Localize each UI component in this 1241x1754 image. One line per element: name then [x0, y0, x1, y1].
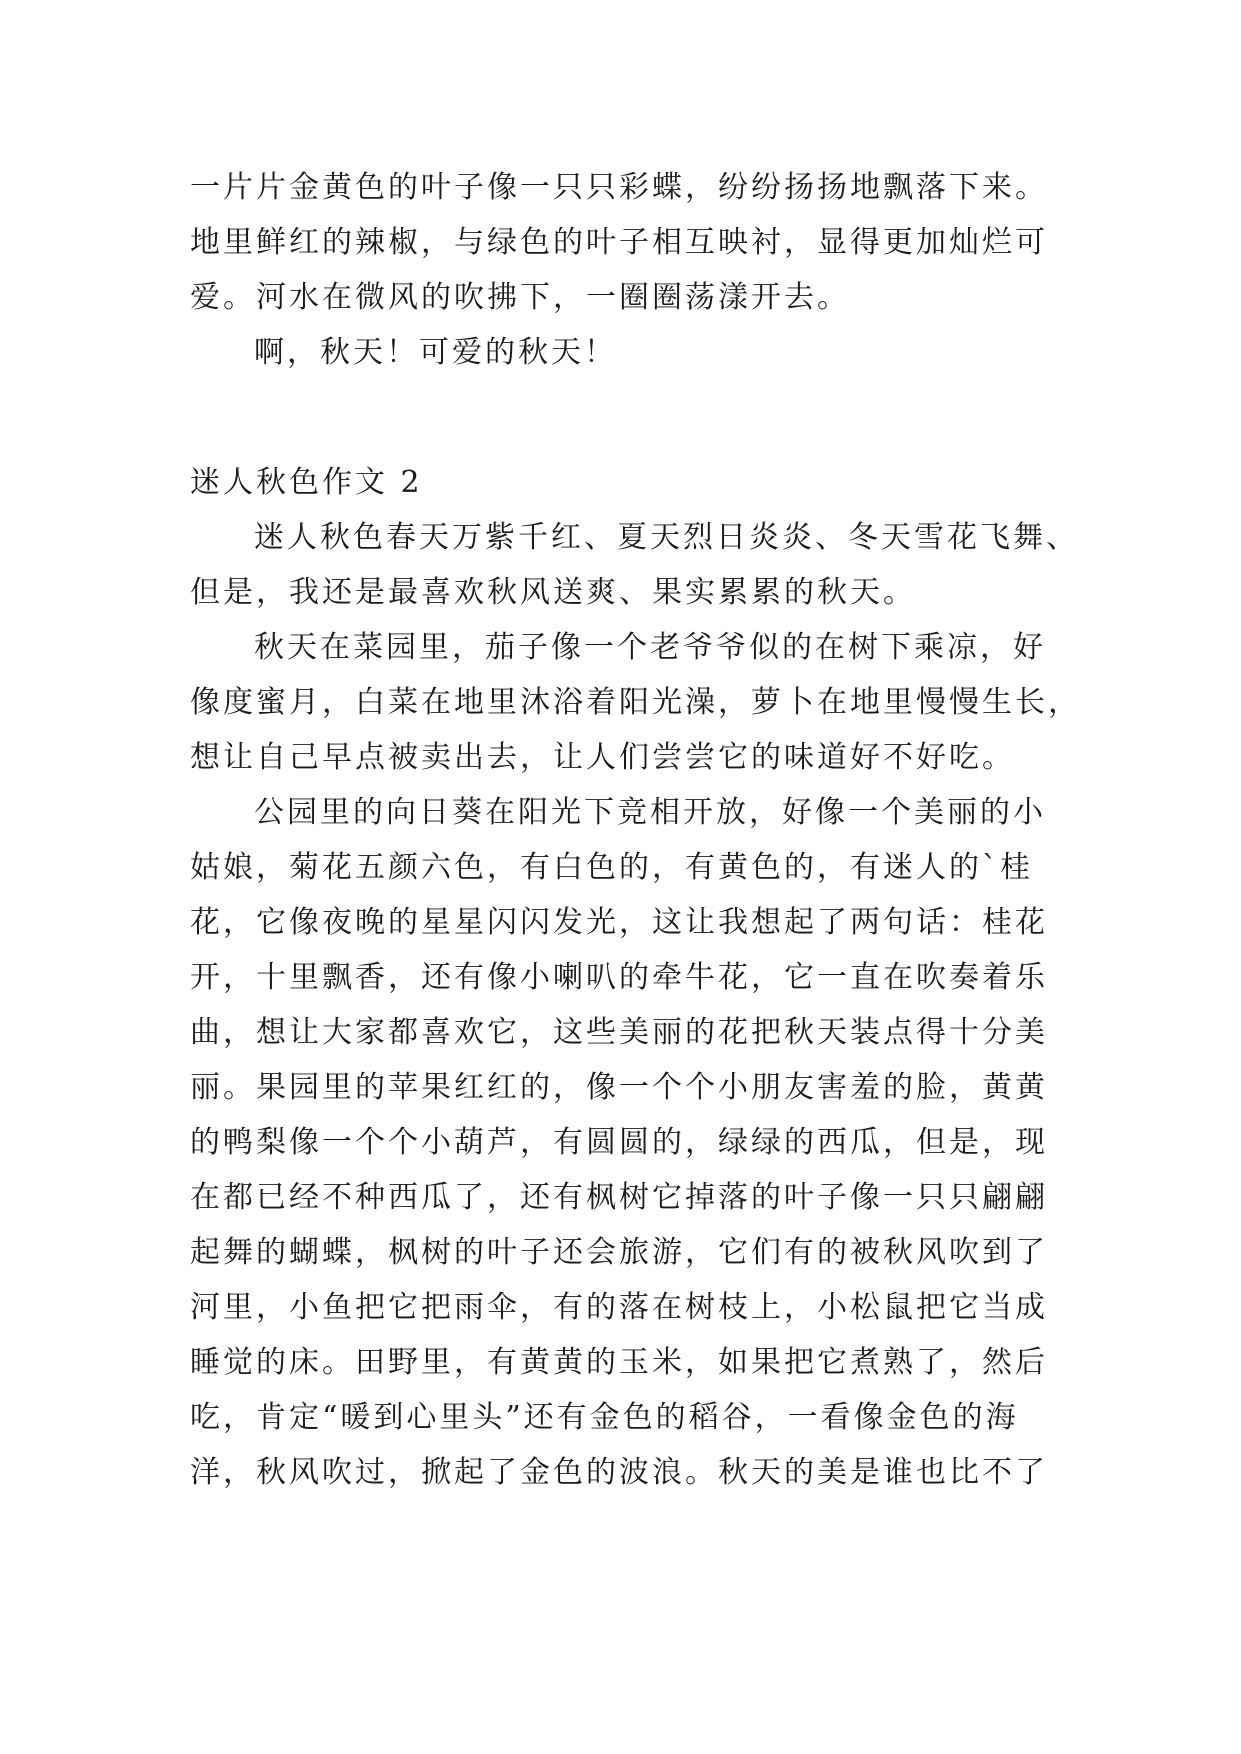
text-line: 秋天在菜园里，茄子像一个老爷爷似的在树下乘凉，好: [254, 630, 1046, 665]
text-line: 吃，肯定“暖到心里头”还有金色的稻谷，一看像金色的海: [190, 1400, 1019, 1435]
text-line: 的鸭梨像一个个小葫芦，有圆圆的，绿绿的西瓜，但是，现: [190, 1125, 1048, 1160]
text-line: 迷人秋色春天万紫千红、夏天烈日炎炎、冬天雪花飞舞、: [254, 520, 1079, 555]
document-page: [190, 160, 1081, 1500]
section-title: 迷人秋色作文 2: [190, 465, 423, 500]
paragraph: [190, 785, 1070, 1500]
text-line: 洋，秋风吹过，掀起了金色的波浪。秋天的美是谁也比不了: [190, 1455, 1048, 1490]
text-line: 但是，我还是最喜欢秋风送爽、果实累累的秋天。: [190, 575, 916, 610]
text-line: 花，它像夜晚的星星闪闪发光，这让我想起了两句话：桂花: [190, 905, 1048, 940]
paragraph: [190, 325, 1070, 380]
text-line: 丽。果园里的苹果红红的，像一个个小朋友害羞的脸，黄黄: [190, 1070, 1048, 1105]
text-line: 啊，秋天！可爱的秋天！: [254, 335, 617, 370]
text-line: 公园里的向日葵在阳光下竞相开放，好像一个美丽的小: [254, 795, 1046, 830]
text-line: 起舞的蝴蝶，枫树的叶子还会旅游，它们有的被秋风吹到了: [190, 1235, 1048, 1270]
text-line: 河里，小鱼把它把雨伞，有的落在树枝上，小松鼠把它当成: [190, 1290, 1048, 1325]
paragraph: [190, 510, 1079, 620]
text-line: 在都已经不种西瓜了，还有枫树它掉落的叶子像一只只翩翩: [190, 1180, 1048, 1215]
paragraph: [190, 620, 1081, 785]
paragraph: [190, 160, 1070, 325]
text-line: 像度蜜月，白菜在地里沐浴着阳光澡，萝卜在地里慢慢生长，: [190, 685, 1081, 720]
text-line: 想让自己早点被卖出去，让人们尝尝它的味道好不好吃。: [190, 740, 1015, 775]
text-line: 睡觉的床。田野里，有黄黄的玉米，如果把它煮熟了，然后: [190, 1345, 1048, 1380]
text-line: 爱。河水在微风的吹拂下，一圈圈荡漾开去。: [190, 280, 850, 315]
text-line: 姑娘，菊花五颜六色，有白色的，有黄色的，有迷人的`桂: [190, 850, 1033, 885]
text-line: 开，十里飘香，还有像小喇叭的牵牛花，它一直在吹奏着乐: [190, 960, 1048, 995]
text-line: 曲，想让大家都喜欢它，这些美丽的花把秋天装点得十分美: [190, 1015, 1048, 1050]
text-line: 一片片金黄色的叶子像一只只彩蝶，纷纷扬扬地飘落下来。: [190, 170, 1048, 205]
spacer: [190, 380, 1070, 455]
text-line: 地里鲜红的辣椒，与绿色的叶子相互映衬，显得更加灿烂可: [190, 225, 1048, 260]
